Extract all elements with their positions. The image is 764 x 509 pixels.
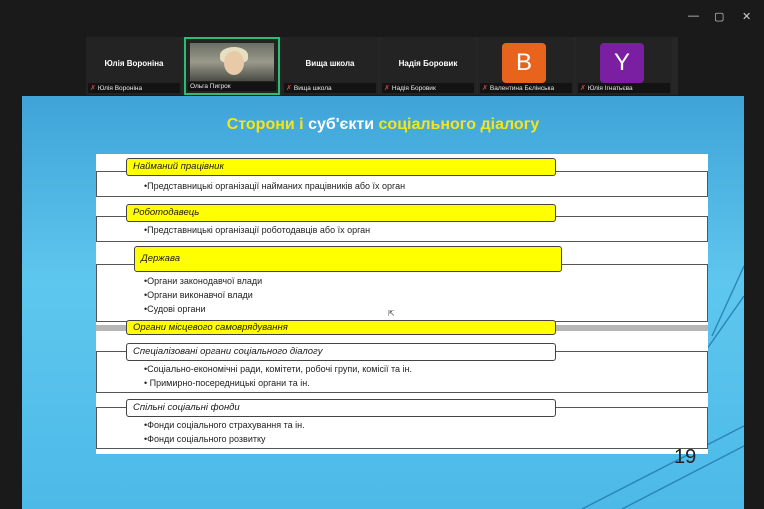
participant-tile-active-speaker[interactable] — [184, 37, 280, 95]
close-icon[interactable]: ✕ — [742, 11, 752, 23]
list-item: •Представницькі організації роботодавців або їх орган — [144, 225, 371, 235]
muted-mic-icon: ✗ — [384, 85, 390, 92]
muted-mic-icon: ✗ — [286, 85, 292, 92]
slide-page-number: 19 — [674, 446, 697, 468]
list-item: •Фонди соціального страхування та ін. — [144, 420, 305, 430]
participant-tile[interactable] — [478, 37, 574, 95]
participant-label: ✗ Надія Боровик — [382, 83, 474, 93]
list-item: •Органи законодавчої влади — [144, 276, 263, 286]
participant-name: Надія Боровик — [398, 59, 458, 68]
section-header: Спільні соціальні фонди — [126, 399, 556, 417]
muted-mic-icon: ✗ — [482, 85, 488, 92]
section-header: Роботодавець — [126, 204, 556, 222]
participant-label: ✗ Юлія Ігнатьєва — [578, 83, 670, 93]
participant-name: Вища школа — [305, 59, 355, 68]
participant-tile[interactable] — [282, 37, 378, 95]
participant-name: Юлія Вороніна — [104, 59, 164, 68]
shared-slide — [22, 96, 744, 509]
list-item: •Соціально-економічні ради, комітети, робочі групи, комісії та ін. — [144, 364, 412, 374]
participant-label: ✗ Вища школа — [284, 83, 376, 93]
list-item: •Представницькі організації найманих працівників або їх орган — [144, 181, 406, 191]
participant-tile[interactable] — [86, 37, 182, 95]
slide-title: Сторони і суб'єкти соціального діалогу — [226, 116, 540, 133]
participant-label: ✗ Юлія Вороніна — [88, 83, 180, 93]
list-item: •Органи виконавчої влади — [144, 290, 253, 300]
avatar: Y — [600, 43, 644, 83]
content-panel — [96, 154, 708, 454]
participant-tile[interactable] — [576, 37, 672, 95]
avatar: B — [502, 43, 546, 83]
participant-strip — [86, 37, 678, 95]
minimize-icon[interactable]: — — [688, 10, 699, 22]
section-header: Спеціалізовані органи соціального діалогу — [126, 343, 556, 361]
section-header: Держава — [134, 246, 562, 272]
section-header: Найманий працівник — [126, 158, 556, 176]
participant-label: Ольга Пигрок — [188, 82, 276, 91]
mouse-cursor-icon: ⇱ — [388, 309, 395, 318]
participant-video — [190, 43, 274, 81]
list-item: •Фонди соціального розвитку — [144, 434, 266, 444]
list-item: • Примирно-посередницькі органи та ін. — [144, 378, 310, 388]
muted-mic-icon: ✗ — [580, 85, 586, 92]
section-header: Органи місцевого самоврядування — [126, 320, 556, 335]
list-item: •Судові органи — [144, 304, 206, 314]
participant-label: ✗ Валентина Бєлінська — [480, 83, 572, 93]
muted-mic-icon: ✗ — [90, 85, 96, 92]
restore-icon[interactable]: ▢ — [714, 11, 725, 23]
participant-tile[interactable] — [380, 37, 476, 95]
